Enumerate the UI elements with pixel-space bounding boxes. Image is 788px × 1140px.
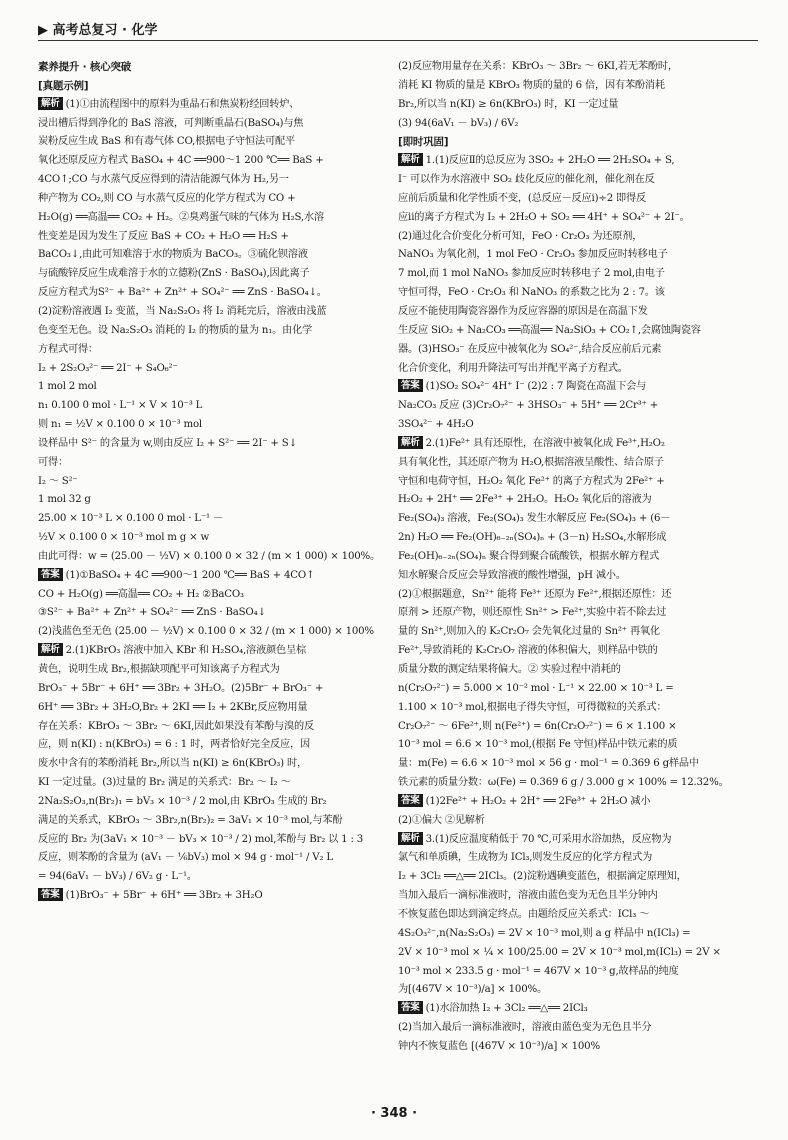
line-text: 反应方程式为S²⁻ + Ba²⁺ + Zn²⁺ + SO₄²⁻ ══ ZnS · BaSO₄↓。 — [38, 287, 327, 299]
line-text: Fe₂(OH)₆₋₂ₙ(SO₄)ₙ 聚合得到聚合硫酸铁，根据水解方程式 — [398, 550, 659, 562]
text-line — [398, 1038, 750, 1057]
text-line — [38, 246, 390, 265]
text-line — [38, 642, 390, 661]
line-text: 化合价变化，利用升降法可写出并配平离子方程式。 — [398, 362, 628, 374]
text-line — [398, 887, 750, 906]
line-text: Cr₂O₇²⁻ ～ 6Fe²⁺,则 n(Fe²⁺) = 6n(Cr₂O₇²⁻) = 6 × 1.100 × — [398, 720, 677, 732]
text-line — [398, 378, 750, 397]
line-text: n(Cr₂O₇²⁻) = 5.000 × 10⁻² mol · L⁻¹ × 22.00 × 10⁻³ L = — [398, 682, 674, 694]
line-text: (1)①BaSO₄ + 4C ══900～1 200 ℃══ BaS + 4CO↑ — [65, 569, 315, 581]
text-line — [398, 115, 750, 134]
text-line — [38, 661, 390, 680]
text-line — [38, 322, 390, 341]
text-line — [398, 303, 750, 322]
section-heading — [38, 58, 390, 77]
line-text: 2n) H₂O ══ Fe₂(OH)₆₋₂ₙ(SO₄)ₙ + (3－n) H₂SO₄,水解形成 — [398, 532, 667, 544]
line-text: n₁ 0.100 0 mol · L⁻¹ × V × 10⁻³ L — [38, 400, 203, 412]
line-text: 素养提升 · 核心突破 — [38, 61, 132, 73]
line-text: 原剂 > 还原产物，则还原性 Sn²⁺ > Fe²⁺,实验中若不除去过 — [398, 607, 667, 619]
text-line — [398, 96, 750, 115]
line-text: 由此可得：w = (25.00 － ½V) × 0.100 0 × 32 / (m × 1 000) × 100%。 — [38, 550, 380, 562]
line-text: 2.(1)KBrO₃ 溶液中加入 KBr 和 H₂SO₄,溶液颜色呈棕 — [65, 645, 306, 657]
text-line — [398, 831, 750, 850]
text-line — [398, 944, 750, 963]
line-text: 与硫酸锌反应生成难溶于水的立德粉(ZnS · BaSO₄),因此离子 — [38, 268, 310, 280]
text-line — [398, 360, 750, 379]
text-line — [398, 473, 750, 492]
text-line — [38, 774, 390, 793]
text-line — [398, 925, 750, 944]
text-line — [398, 265, 750, 284]
line-text: 浸出槽后得到净化的 BaS 溶液，可判断重晶石(BaSO₄)与焦 — [38, 117, 304, 129]
line-text: (1)BrO₃⁻ + 5Br⁻ + 6H⁺ ══ 3Br₂ + 3H₂O — [65, 890, 263, 902]
line-text: 4S₂O₃²⁻,n(Na₂S₂O₃) = 2V × 10⁻³ mol,则 a g 样品中 n(ICl₃) = — [398, 927, 691, 939]
line-text: 反应不能使用陶瓷容器作为反应容器的原因是在高温下发 — [398, 305, 648, 317]
text-line — [398, 774, 750, 793]
label-badge: 答案 — [38, 888, 63, 901]
line-text: (2)浅蓝色至无色 (25.00 － ½V) × 0.100 0 × 32 / (m × 1 000) × 100% — [38, 626, 374, 638]
text-line — [38, 133, 390, 152]
text-line — [398, 416, 750, 435]
line-text: 10⁻³ mol × 233.5 g · mol⁻¹ = 467V × 10⁻³ g,故样品的纯度 — [398, 965, 679, 977]
text-line — [38, 755, 390, 774]
line-text: 量的 Sn²⁺,则加入的 K₂Cr₂O₇ 会先氧化过量的 Sn²⁺ 再氧化 — [398, 626, 660, 638]
text-line — [38, 529, 390, 548]
line-text: BrO₃⁻ + 5Br⁻ + 6H⁺ ══ 3Br₂ + 3H₂O。(2)5Br⁻ + BrO₃⁻ + — [38, 682, 324, 694]
text-line — [398, 77, 750, 96]
section-heading — [38, 77, 390, 96]
text-line — [38, 115, 390, 134]
text-line — [38, 812, 390, 831]
line-text: ½V × 0.100 0 × 10⁻³ mol m g × w — [38, 532, 210, 544]
line-text: (2)通过化合价变化分析可知，FeO · Cr₂O₃ 为还原剂， — [398, 230, 643, 242]
line-text: I₂ ～ S²⁻ — [38, 475, 78, 487]
text-line — [398, 868, 750, 887]
text-line — [398, 849, 750, 868]
line-text: 氧化还原反应方程式 BaSO₄ + 4C ══900～1 200 ℃══ BaS + — [38, 155, 324, 167]
line-text: 2Na₂S₂O₃,n(Br₂)₁ = bV₃ × 10⁻³ / 2 mol,由 KBrO₃ 生成的 Br₂ — [38, 795, 327, 807]
text-line — [398, 981, 750, 1000]
line-text: [真题示例] — [38, 79, 89, 92]
text-line — [38, 868, 390, 887]
line-text: 炭粉反应生成 BaS 和有毒气体 CO,根据电子守恒法可配平 — [38, 136, 295, 148]
line-text: 方程式可得： — [38, 343, 98, 355]
text-line — [38, 491, 390, 510]
line-text: 3.(1)反应温度稍低于 70 ℃,可采用水浴加热，反应物为 — [425, 833, 672, 845]
line-text: 消耗 KI 物质的量是 KBrO₃ 物质的量的 6 倍，因有苯酚消耗 — [398, 79, 665, 91]
label-badge: 解析 — [38, 643, 63, 656]
line-text: Fe²⁺,导致消耗的 K₂Cr₂O₇ 溶液的体积偏大，则样品中铁的 — [398, 645, 658, 657]
line-text: 色变至无色。设 Na₂S₂O₃ 消耗的 I₂ 的物质的量为 n₁。由化学 — [38, 324, 313, 336]
line-text: 应，则 n(KI) : n(KBrO₃) = 6 : 1 时，两者恰好完全反应，因 — [38, 739, 310, 751]
line-text: 可得： — [38, 456, 68, 468]
label-badge: 解析 — [38, 97, 63, 110]
text-line — [38, 887, 390, 906]
text-line — [38, 699, 390, 718]
line-text: 生反应 SiO₂ + Na₂CO₃ ══高温══ Na₂SiO₃ + CO₂↑,会腐蚀陶瓷容 — [398, 324, 701, 336]
line-text: (2)①偏大 ②见解析 — [398, 814, 485, 826]
line-text: 3SO₄²⁻ + 4H₂O — [398, 419, 474, 431]
line-text: (2)淀粉溶液遇 I₂ 变蓝，当 Na₂S₂O₃ 将 I₂ 消耗完后，溶液由浅蓝 — [38, 305, 327, 317]
line-text: (1)水浴加热 I₂ + 3Cl₂ ══△══ 2ICl₃ — [425, 1003, 588, 1015]
text-line — [38, 831, 390, 850]
text-line — [38, 567, 390, 586]
text-line — [398, 680, 750, 699]
line-text: 7 mol,而 1 mol NaNO₃ 参加反应时转移电子 2 mol,由电子 — [398, 268, 665, 280]
line-text: I⁻ 可以作为水溶液中 SO₂ 歧化反应的催化剂，催化剂在反 — [398, 174, 655, 186]
line-text: 4CO↑;CO 与水蒸气反应得到的清洁能源气体为 H₂,另一 — [38, 174, 289, 186]
text-line — [398, 812, 750, 831]
text-line — [38, 680, 390, 699]
text-line — [398, 906, 750, 925]
text-line — [38, 190, 390, 209]
text-line — [38, 548, 390, 567]
line-text: 为[(467V × 10⁻³)/a] × 100%。 — [398, 984, 547, 996]
line-text: 知水解聚合反应会导致溶液的酸性增强，pH 减小。 — [398, 569, 626, 581]
text-line — [38, 378, 390, 397]
text-line — [38, 454, 390, 473]
line-text: 应ⅱ的离子方程式为 I₂ + 2H₂O + SO₂ ══ 4H⁺ + SO₄²⁻ + 2I⁻。 — [398, 211, 690, 223]
text-line — [398, 341, 750, 360]
text-line — [38, 360, 390, 379]
line-text: H₂O₂ + 2H⁺ ══ 2Fe³⁺ + 2H₂O。H₂O₂ 氧化后的溶液为 — [398, 494, 652, 506]
line-text: 守恒和电荷守恒，H₂O₂ 氧化 Fe²⁺ 的离子方程式为 2Fe²⁺ + — [398, 475, 665, 487]
page-header — [38, 18, 758, 41]
text-line — [38, 284, 390, 303]
line-text: 性变差是因为发生了反应 BaS + CO₂ + H₂O ══ H₂S + — [38, 230, 289, 242]
line-text: 1 mol 2 mol — [38, 381, 97, 393]
text-line — [398, 1000, 750, 1019]
text-line — [38, 265, 390, 284]
line-text: 具有氧化性，其还原产物为 H₂O,根据溶液呈酸性、结合原子 — [398, 456, 664, 468]
text-line — [398, 567, 750, 586]
text-line — [398, 736, 750, 755]
line-text: BaCO₃↓,由此可知难溶于水的物质为 BaCO₃。③硫化钡溶液 — [38, 249, 308, 261]
line-text: 满足的关系式，KBrO₃ ～ 3Br₂,n(Br₂)₂ = 3aV₁ × 10⁻³ mol,与苯酚 — [38, 814, 343, 826]
line-text: Br₂,所以当 n(KI) ≥ 6n(KBrO₃) 时，KI 一定过量 — [398, 98, 619, 110]
text-line — [38, 209, 390, 228]
line-text: 不恢复蓝色即达到滴定终点。由题给反应关系式：ICl₃ ～ — [398, 908, 650, 920]
text-line — [398, 284, 750, 303]
text-line — [38, 397, 390, 416]
left-column — [38, 58, 390, 1096]
line-text: Fe₂(SO₄)₃ 溶液，Fe₂(SO₄)₃ 发生水解反应 Fe₂(SO₄)₃ + (6－ — [398, 513, 671, 525]
line-text: 则 n₁ = ½V × 0.100 0 × 10⁻³ mol — [38, 419, 202, 431]
text-line — [398, 623, 750, 642]
text-line — [398, 454, 750, 473]
text-line — [398, 699, 750, 718]
line-text: Na₂CO₃ 反应 (3)Cr₂O₇²⁻ + 3HSO₃⁻ + 5H⁺ ══ 2Cr³⁺ + — [398, 400, 659, 412]
line-text: 种产物为 CO₂,则 CO 与水蒸气反应的化学方程式为 CO + — [38, 192, 296, 204]
line-text: 存在关系：KBrO₃ ～ 3Br₂ ～ 6KI,因此如果没有苯酚与溴的反 — [38, 720, 314, 732]
text-line — [38, 849, 390, 868]
text-line — [38, 623, 390, 642]
line-text: 10⁻³ mol = 6.6 × 10⁻³ mol,(根据 Fe 守恒)样品中铁元素的质 — [398, 739, 678, 751]
text-line — [38, 736, 390, 755]
text-line — [398, 718, 750, 737]
text-line — [398, 604, 750, 623]
line-text: 量：m(Fe) = 6.6 × 10⁻³ mol × 56 g · mol⁻¹ = 0.369 6 g样品中 — [398, 758, 699, 770]
line-text: 铁元素的质量分数：ω(Fe) = 0.369 6 g / 3.000 g × 100% = 12.32%。 — [398, 777, 729, 789]
line-text: 当加入最后一滴标准液时，溶液由蓝色变为无色且半分钟内 — [398, 890, 658, 902]
text-line — [398, 586, 750, 605]
text-line — [38, 303, 390, 322]
text-line — [398, 228, 750, 247]
text-line — [398, 152, 750, 171]
line-text: 质量分数的测定结果将偏大。② 实验过程中消耗的 — [398, 664, 621, 675]
line-text: 1.100 × 10⁻³ mol,根据电子得失守恒，可得微粒的关系式： — [398, 701, 667, 713]
text-line — [398, 1019, 750, 1038]
line-text: CO + H₂O(g) ══高温══ CO₂ + H₂ ②BaCO₃ — [38, 588, 244, 600]
label-badge: 答案 — [38, 568, 63, 581]
line-text: 器。(3)HSO₃⁻ 在反应中被氧化为 SO₄²⁻,结合反应前后元素 — [398, 343, 662, 355]
line-text: I₂ + 2S₂O₃²⁻ ══ 2I⁻ + S₄O₆²⁻ — [38, 362, 178, 374]
text-line — [398, 510, 750, 529]
text-line — [38, 718, 390, 737]
line-text: (1)2Fe²⁺ + H₂O₂ + 2H⁺ ══ 2Fe³⁺ + 2H₂O 减小 — [425, 795, 651, 807]
line-text: 应前后质量和化学性质不变，(总反应－反应ⅰ)÷2 即得反 — [398, 192, 646, 204]
section-heading — [398, 133, 750, 152]
text-line — [398, 397, 750, 416]
line-text: (2)当加入最后一滴标准液时，溶液由蓝色变为无色且半分 — [398, 1022, 652, 1034]
text-line — [398, 246, 750, 265]
header-title: ▶ 高考总复习 · 化学 — [38, 23, 158, 38]
text-line — [38, 473, 390, 492]
text-line — [38, 416, 390, 435]
line-text: 废水中含有的苯酚消耗 Br₂,所以当 n(KI) ≥ 6n(KBrO₃) 时， — [38, 758, 307, 770]
label-badge: 解析 — [398, 832, 423, 845]
text-line — [38, 604, 390, 623]
line-text: (3) 94(6aV₁ － bV₃) / 6V₂ — [398, 117, 519, 129]
line-text: 氯气和单质碘，生成物为 ICl₃,则发生反应的化学方程式为 — [398, 852, 653, 864]
text-line — [38, 435, 390, 454]
text-line — [398, 209, 750, 228]
right-column — [398, 58, 750, 1096]
line-text: 6H⁺ ══ 3Br₂ + 3H₂O,Br₂ + 2KI ══ I₂ + 2KBr,反应物用量 — [38, 701, 308, 713]
line-text: KI 一定过量。(3)过量的 Br₂ 满足的关系式：Br₂ ～ I₂ ～ — [38, 777, 291, 789]
label-badge: 答案 — [398, 794, 423, 807]
text-line — [38, 96, 390, 115]
line-text: 设样品中 S²⁻ 的含量为 w,则由反应 I₂ + S²⁻ ══ 2I⁻ + S↓ — [38, 437, 297, 449]
line-text: 钟内不恢复蓝色 [(467V × 10⁻³)/a] × 100% — [398, 1040, 600, 1052]
line-text: NaNO₃ 为氧化剂，1 mol FeO · Cr₂O₃ 参加反应时转移电子 — [398, 249, 668, 261]
page-number: · 348 · — [370, 1106, 418, 1121]
text-line — [398, 548, 750, 567]
line-text: 2V × 10⁻³ mol × ¼ × 100/25.00 = 2V × 10⁻³ mol,m(ICl₃) = 2V × — [398, 946, 721, 958]
text-line — [398, 435, 750, 454]
line-text: 反应的 Br₂ 为(3aV₁ × 10⁻³ － bV₃ × 10⁻³ / 2) mol,苯酚与 Br₂ 以 1 : 3 — [38, 833, 364, 845]
line-text: H₂O(g) ══高温══ CO₂ + H₂。②臭鸡蛋气味的气体为 H₂S,水溶 — [38, 211, 324, 223]
label-badge: 答案 — [398, 379, 423, 392]
text-line — [38, 171, 390, 190]
line-text: 1 mol 32 g — [38, 494, 91, 506]
line-text: (2)①根据题意，Sn²⁺ 能将 Fe³⁺ 还原为 Fe²⁺,根据还原性：还 — [398, 588, 672, 600]
line-text: I₂ + 3Cl₂ ══△══ 2ICl₃。(2)淀粉遇碘变蓝色，根据滴定原理知， — [398, 871, 687, 883]
line-text: ③S²⁻ + Ba²⁺ + Zn²⁺ + SO₄²⁻ ══ ZnS · BaSO₄↓ — [38, 607, 266, 619]
text-line — [38, 510, 390, 529]
line-text: [即时巩固] — [398, 136, 449, 149]
text-line — [398, 190, 750, 209]
text-line — [38, 228, 390, 247]
text-line — [398, 491, 750, 510]
text-line — [398, 171, 750, 190]
line-text: 25.00 × 10⁻³ L × 0.100 0 mol · L⁻¹ － — [38, 513, 223, 525]
text-line — [398, 755, 750, 774]
label-badge: 解析 — [398, 436, 423, 449]
line-text: (1)①由流程图中的原料为重晶石和焦炭粉经回转炉、 — [65, 98, 300, 110]
label-badge: 解析 — [398, 153, 423, 166]
line-text: 2.(1)Fe²⁺ 具有还原性，在溶液中被氧化成 Fe³⁺,H₂O₂ — [425, 437, 665, 449]
text-line — [38, 152, 390, 171]
text-line — [398, 963, 750, 982]
line-text: 守恒可得，FeO · Cr₂O₃ 和 NaNO₃ 的系数之比为 2 : 7。该 — [398, 287, 665, 299]
line-text: (1)SO₂ SO₄²⁻ 4H⁺ I⁻ (2)2 : 7 陶瓷在高温下会与 — [425, 381, 647, 393]
line-text: 反应，则苯酚的含量为 (aV₁ － ⅙bV₃) mol × 94 g · mol⁻¹ / V₂ L — [38, 852, 333, 864]
text-line — [398, 58, 750, 77]
line-text: 1.(1)反应Ⅱ的总反应为 3SO₂ + 2H₂O ══ 2H₂SO₄ + S, — [425, 155, 675, 167]
text-line — [398, 793, 750, 812]
text-line — [398, 661, 750, 680]
text-line — [398, 529, 750, 548]
text-line — [38, 586, 390, 605]
line-text: = 94(6aV₁ － bV₃) / 6V₂ g · L⁻¹。 — [38, 871, 197, 883]
text-line — [38, 793, 390, 812]
text-line — [398, 322, 750, 341]
line-text: (2)反应物用量存在关系：KBrO₃ ～ 3Br₂ ～ 6KI,若无苯酚时， — [398, 61, 678, 72]
text-line — [398, 642, 750, 661]
text-line — [38, 341, 390, 360]
label-badge: 答案 — [398, 1001, 423, 1014]
line-text: 黄色，说明生成 Br₂,根据缺项配平可知该离子方程式为 — [38, 664, 280, 675]
